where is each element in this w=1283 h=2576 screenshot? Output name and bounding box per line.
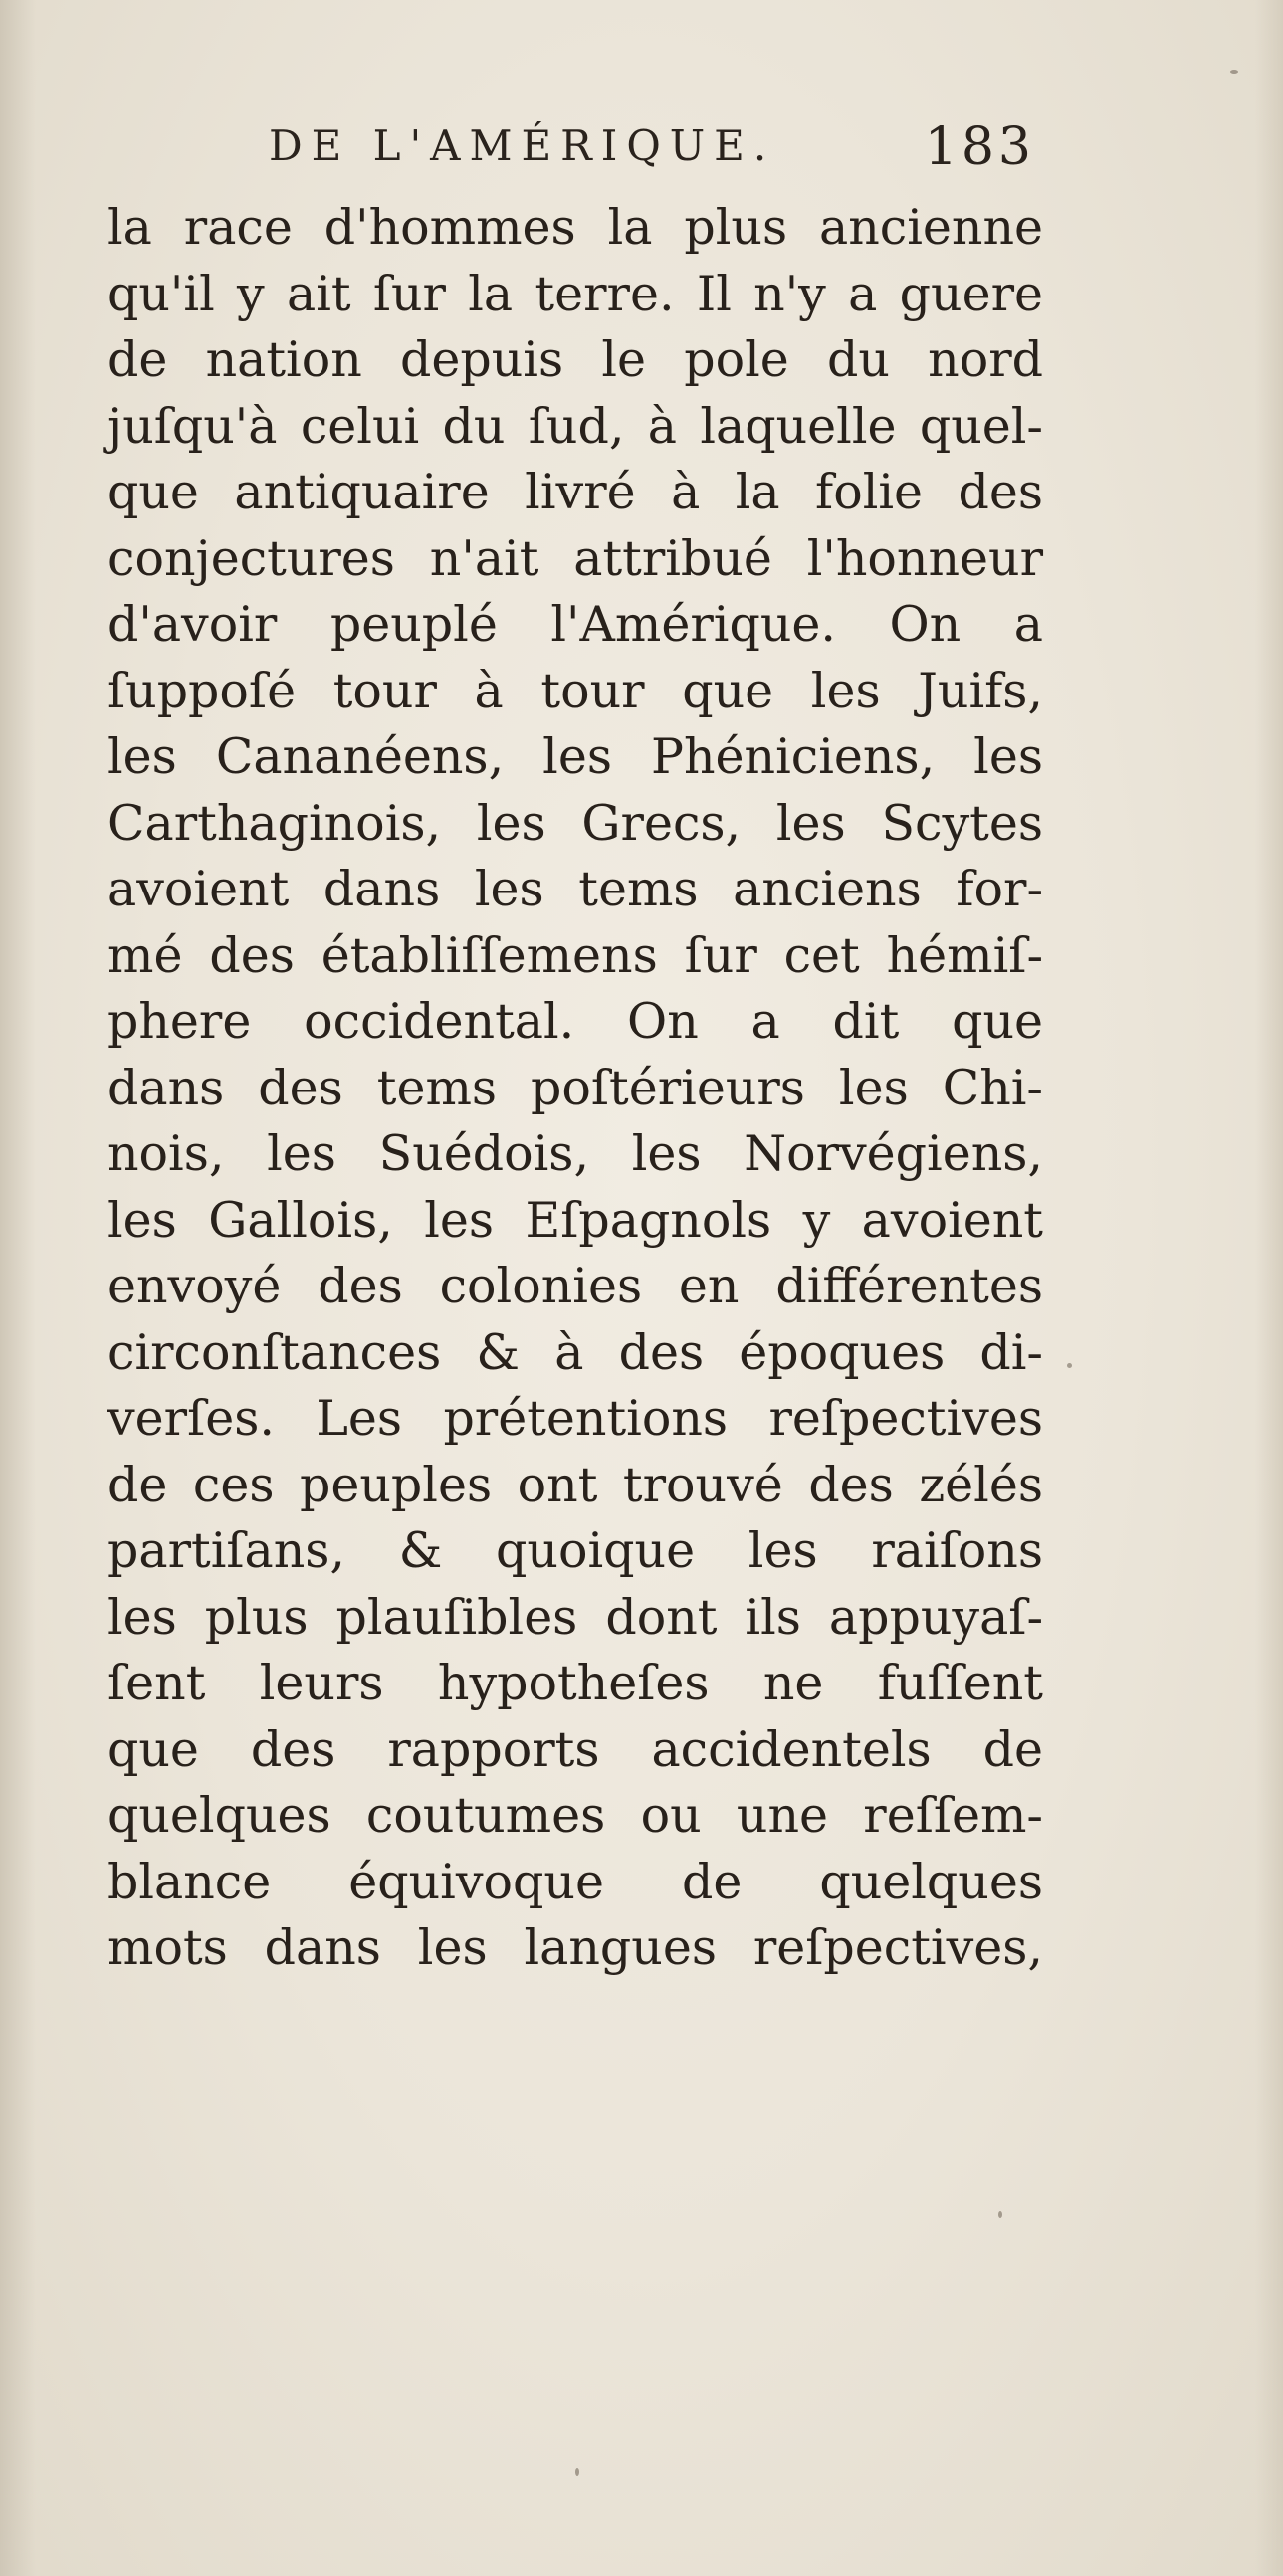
text-line: que antiquaire livré à la folie des bbox=[107, 464, 1043, 520]
text-line: nois, les Suédois, les Norvégiens, bbox=[107, 1125, 1043, 1182]
text-line: partiſans, & quoique les raiſons bbox=[107, 1522, 1043, 1579]
text-line: quelques coutumes ou une reſſem- bbox=[107, 1787, 1043, 1844]
text-line: ſuppoſé tour à tour que les Juifs, bbox=[107, 662, 1043, 719]
text-line: blance équivoque de quelques bbox=[107, 1853, 1043, 1910]
paper-speck bbox=[1067, 1363, 1072, 1368]
text-line: mots dans les langues reſpectives, bbox=[107, 1919, 1043, 1976]
text-line: Carthaginois, les Grecs, les Scytes bbox=[107, 794, 1043, 852]
text-line: envoyé des colonies en différentes bbox=[107, 1258, 1043, 1314]
text-line: les Gallois, les Eſpagnols y avoient bbox=[107, 1191, 1043, 1249]
paper-speck bbox=[998, 2211, 1002, 2218]
text-line: juſqu'à celui du ſud, à laquelle quel- bbox=[107, 397, 1043, 455]
body-text bbox=[107, 195, 1043, 1982]
text-line: verſes. Les prétentions reſpectives bbox=[107, 1390, 1043, 1447]
paper-speck bbox=[575, 2468, 579, 2476]
running-head bbox=[269, 117, 1035, 187]
text-line: la race d'hommes la plus ancienne bbox=[107, 199, 1043, 256]
text-line: mé des établiſſemens ſur cet hémiſ- bbox=[107, 926, 1043, 984]
paper-speck bbox=[1230, 70, 1238, 74]
text-line: les Cananéens, les Phéniciens, les bbox=[107, 728, 1043, 785]
text-line: avoient dans les tems anciens for- bbox=[107, 861, 1043, 917]
text-line: les plus plauſibles dont ils appuyaſ- bbox=[107, 1588, 1043, 1646]
text-line: circonſtances & à des époques di- bbox=[107, 1323, 1043, 1381]
text-line: ſent leurs hypotheſes ne fuſſent bbox=[107, 1655, 1043, 1711]
running-head-title: DE L'AMÉRIQUE. bbox=[269, 121, 776, 170]
text-line: de ces peuples ont trouvé des zélés bbox=[107, 1456, 1043, 1513]
text-line: de nation depuis le pole du nord bbox=[107, 331, 1043, 388]
text-line: que des rapports accidentels de bbox=[107, 1720, 1043, 1778]
text-line: phere occidental. On a dit que bbox=[107, 993, 1043, 1050]
text-line: conjectures n'ait attribué l'honneur bbox=[107, 529, 1043, 587]
text-line: d'avoir peuplé l'Amérique. On a bbox=[107, 596, 1043, 653]
page-number: 183 bbox=[924, 117, 1035, 177]
text-line: dans des tems poſtérieurs les Chi- bbox=[107, 1059, 1043, 1116]
text-line: qu'il y ait ſur la terre. Il n'y a guere bbox=[107, 265, 1043, 322]
